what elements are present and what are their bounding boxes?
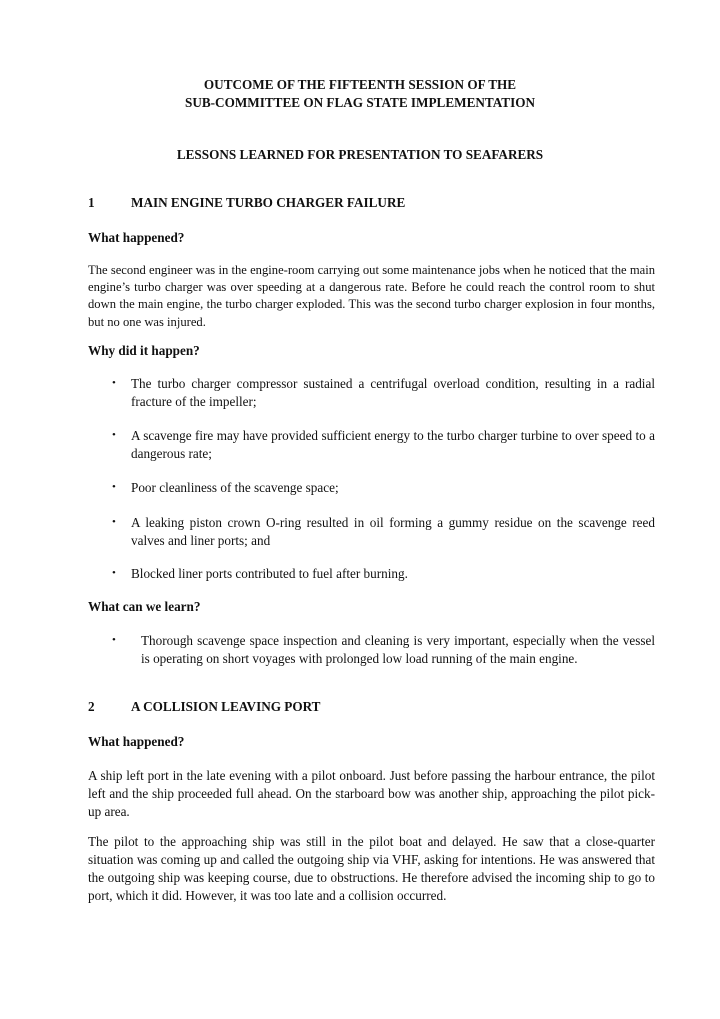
section-1-learn-heading: What can we learn? — [88, 599, 201, 614]
why-bullet-5: Blocked liner ports contributed to fuel after burning. — [131, 566, 408, 581]
bullet-icon: • — [112, 567, 116, 579]
header-line-1: OUTCOME OF THE FIFTEENTH SESSION OF THE — [203, 77, 517, 92]
section-1-title: MAIN ENGINE TURBO CHARGER FAILURE — [131, 195, 406, 210]
why-bullet-4: A leaking piston crown O-ring resulted in oil forming a gummy residue on the scavenge reed valves and liner ports; and — [131, 515, 655, 548]
why-bullet-1: The turbo charger compressor sustained a centrifugal overload condition, resulting in a radial fracture of the impeller; — [131, 376, 655, 409]
section-2-what-happened-heading: What happened? — [88, 734, 185, 749]
section-2-paragraph-2: The pilot to the approaching ship was still in the pilot boat and delayed. He saw that a close-quarter situation was coming up and called the outgoing ship via VHF, asking for intentions. He was answered that the outgoing ship was keeping course, due to obstructions. He therefore advised the incoming ship to go to port, which it did. However, it was too late and a collision occurred. — [88, 834, 655, 903]
learn-bullet-1: Thorough scavenge space inspection and cleaning is very important, especially when the vessel is operating on short voyages with prolonged low load running of the main engine. — [141, 633, 655, 666]
header-line-2: SUB-COMMITTEE ON FLAG STATE IMPLEMENTATION — [185, 95, 535, 110]
section-2-paragraph-1: A ship left port in the late evening with a pilot onboard. Just before passing the harbour entrance, the pilot left and the ship proceeded full ahead. On the starboard bow was another ship, approaching the pilot pick-up area. — [88, 768, 655, 819]
subtitle: LESSONS LEARNED FOR PRESENTATION TO SEAFARERS — [176, 147, 544, 162]
section-2-number: 2 — [88, 699, 95, 714]
why-bullet-3: Poor cleanliness of the scavenge space; — [131, 480, 339, 495]
why-bullet-2: A scavenge fire may have provided sufficient energy to the turbo charger turbine to over speed to a dangerous rate; — [131, 428, 655, 461]
section-1-number: 1 — [88, 195, 95, 210]
bullet-icon: • — [112, 634, 116, 646]
bullet-icon: • — [112, 516, 116, 528]
bullet-icon: • — [112, 429, 116, 441]
section-1-why-heading: Why did it happen? — [88, 343, 200, 358]
section-1-what-happened-text: The second engineer was in the engine-room carrying out some maintenance jobs when he noticed that the main engine’s turbo charger was over speeding at a dangerous rate. Before he could reach the control room to shut down the main engine, the turbo charger exploded. This was the second turbo charger explosion in four months, but no one was injured. — [88, 263, 655, 329]
bullet-icon: • — [112, 377, 116, 389]
section-2-title: A COLLISION LEAVING PORT — [131, 699, 321, 714]
bullet-icon: • — [112, 481, 116, 493]
section-1-what-happened-heading: What happened? — [88, 230, 185, 245]
